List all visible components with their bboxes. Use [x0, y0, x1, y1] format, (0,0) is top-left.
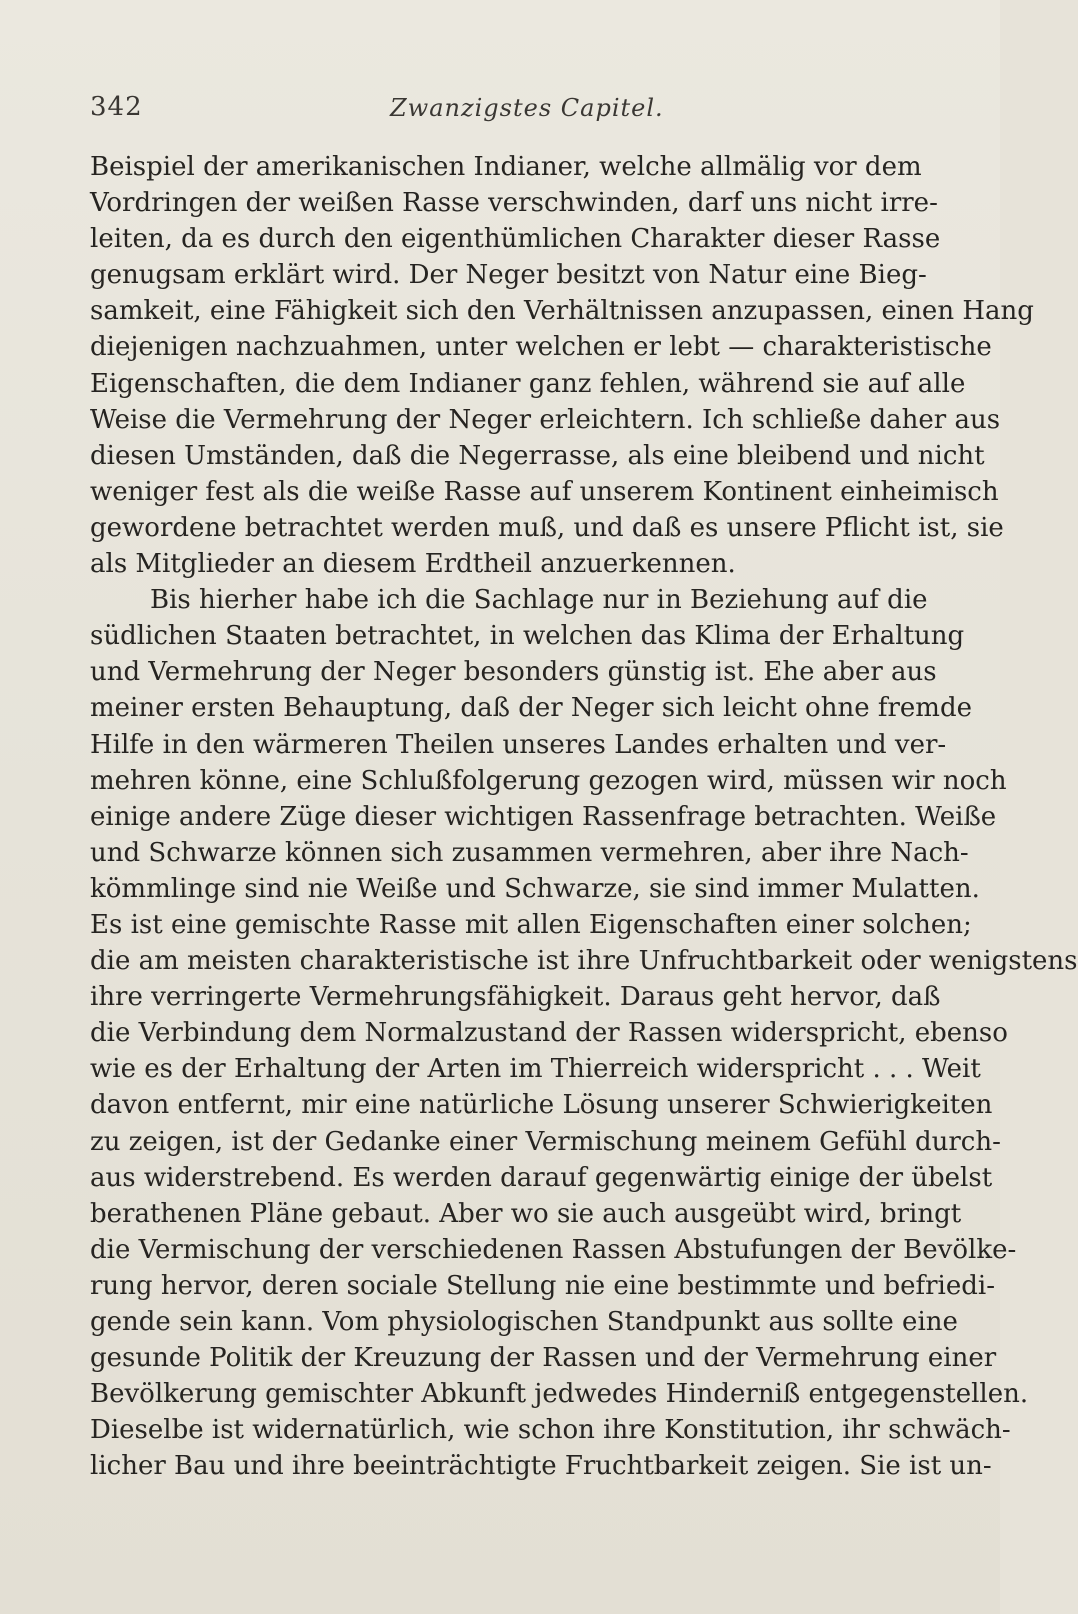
text-line: zu zeigen, ist der Gedanke einer Vermischung meinem Gefühl durch- — [90, 1126, 1001, 1157]
text-line: weniger fest als die weiße Rasse auf unserem Kontinent einheimisch — [90, 476, 999, 507]
text-line: gesunde Politik der Kreuzung der Rassen und der Vermehrung einer — [90, 1343, 997, 1374]
text-line: rung hervor, deren sociale Stellung nie eine bestimmte und befriedi- — [90, 1270, 995, 1301]
text-line: und Schwarze können sich zusammen vermehren, aber ihre Nach- — [90, 837, 969, 868]
text-line: genugsam erklärt wird. Der Neger besitzt von Natur eine Bieg- — [90, 260, 927, 291]
text-line: südlichen Staaten betrachtet, in welchen das Klima der Erhaltung — [90, 621, 965, 652]
paragraph-first-line: Bis hierher habe ich die Sachlage nur in Beziehung auf die — [150, 585, 928, 616]
text-line: die Vermischung der verschiedenen Rassen Abstufungen der Bevölke- — [90, 1234, 1017, 1265]
paragraph-last-line: als Mitglieder an diesem Erdtheil anzuerkennen. — [90, 549, 736, 580]
text-line: berathenen Pläne gebaut. Aber wo sie auch ausgeübt wird, bringt — [90, 1198, 962, 1229]
text-line: die am meisten charakteristische ist ihre Unfruchtbarkeit oder wenigstens — [90, 946, 1078, 977]
text-line: Eigenschaften, die dem Indianer ganz fehlen, während sie auf alle — [90, 368, 966, 399]
text-line: Weise die Vermehrung der Neger erleichtern. Ich schließe daher aus — [90, 404, 1001, 435]
text-line: wie es der Erhaltung der Arten im Thierreich widerspricht . . . Weit — [90, 1054, 981, 1085]
text-line: Dieselbe ist widernatürlich, wie schon ihre Konstitution, ihr schwäch- — [90, 1415, 1011, 1446]
text-line: einige andere Züge dieser wichtigen Rassenfrage betrachten. Weiße — [90, 801, 997, 832]
text-line: licher Bau und ihre beeinträchtigte Fruchtbarkeit zeigen. Sie ist un- — [90, 1451, 992, 1482]
body-text — [90, 149, 1078, 1484]
running-title: Zwanzigstes Capitel. — [390, 94, 664, 122]
text-line: Vordringen der weißen Rasse verschwinden, darf uns nicht irre- — [90, 188, 938, 219]
text-line: Bevölkerung gemischter Abkunft jedwedes Hinderniß entgegenstellen. — [90, 1379, 1029, 1410]
text-line: samkeit, eine Fähigkeit sich den Verhältnissen anzupassen, einen Hang — [90, 296, 1034, 327]
text-line: meiner ersten Behauptung, daß der Neger sich leicht ohne fremde — [90, 693, 972, 724]
text-line: kömmlinge sind nie Weiße und Schwarze, sie sind immer Mulatten. — [90, 873, 980, 904]
text-line: die Verbindung dem Normalzustand der Rassen widerspricht, ebenso — [90, 1018, 1008, 1049]
text-line: Es ist eine gemischte Rasse mit allen Eigenschaften einer solchen; — [90, 909, 972, 940]
text-line: ihre verringerte Vermehrungsfähigkeit. Daraus geht hervor, daß — [90, 982, 941, 1013]
text-line: mehren könne, eine Schlußfolgerung gezogen wird, müssen wir noch — [90, 765, 1007, 796]
text-line: diejenigen nachzuahmen, unter welchen er lebt — charakteristische — [90, 332, 992, 363]
page-number: 342 — [90, 92, 143, 122]
text-line: gende sein kann. Vom physiologischen Standpunkt aus sollte eine — [90, 1307, 958, 1337]
text-line: Hilfe in den wärmeren Theilen unseres Landes erhalten und ver- — [90, 729, 947, 760]
text-line: und Vermehrung der Neger besonders günstig ist. Ehe aber aus — [90, 657, 937, 688]
text-line: leiten, da es durch den eigenthümlichen Charakter dieser Rasse — [90, 224, 941, 255]
text-line: davon entfernt, mir eine natürliche Lösung unserer Schwierigkeiten — [90, 1090, 993, 1121]
text-line: gewordene betrachtet werden muß, und daß es unsere Pflicht ist, sie — [90, 512, 1004, 543]
text-line: Beispiel der amerikanischen Indianer, welche allmälig vor dem — [90, 152, 922, 182]
text-line: diesen Umständen, daß die Negerrasse, als eine bleibend und nicht — [90, 440, 985, 471]
text-line: aus widerstrebend. Es werden darauf gegenwärtig einige der übelst — [90, 1162, 993, 1193]
page-header — [90, 92, 920, 132]
